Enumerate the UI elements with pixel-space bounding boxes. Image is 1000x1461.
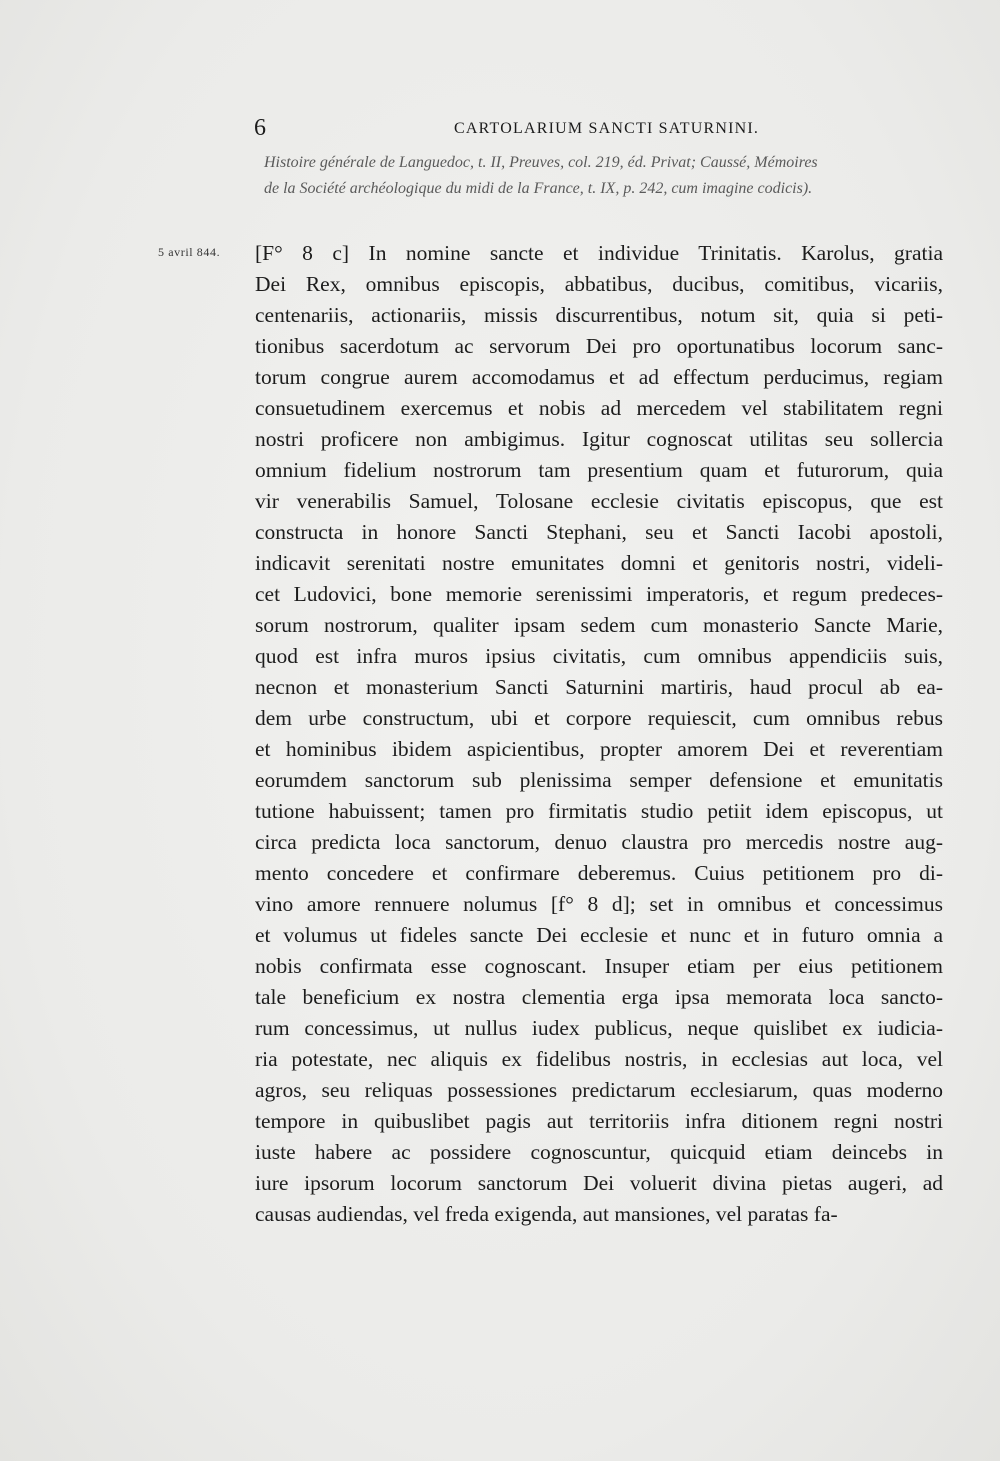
text-line: vino amore rennuere nolumus [f° 8 d]; set in omnibus et concessimus (255, 892, 943, 916)
text-line: tutione habuissent; tamen pro firmitatis studio petiit idem episcopus, ut (255, 799, 943, 823)
text-line: tempore in quibuslibet pagis aut territoriis infra ditionem regni nostri (255, 1109, 943, 1133)
text-line: dem urbe constructum, ubi et corpore requiescit, cum omnibus rebus (255, 706, 943, 730)
text-line: iure ipsorum locorum sanctorum Dei voluerit divina pietas augeri, ad (255, 1171, 943, 1195)
text-line: necnon et monasterium Sancti Saturnini martiris, haud procul ab ea- (255, 675, 943, 699)
text-line: nostri proficere non ambigimus. Igitur cognoscat utilitas seu sollercia (255, 427, 943, 451)
text-line: quod est infra muros ipsius civitatis, cum omnibus appendiciis suis, (255, 644, 943, 668)
text-line: sorum nostrorum, qualiter ipsam sedem cum monasterio Sancte Marie, (255, 613, 943, 637)
text-line: indicavit serenitati nostre emunitates domni et genitoris nostri, videli- (255, 551, 943, 575)
bibliographic-note (264, 150, 954, 202)
text-line: nobis confirmata esse cognoscant. Insuper etiam per eius petitionem (255, 954, 943, 978)
running-title: CARTOLARIUM SANCTI SATURNINI. (454, 120, 760, 137)
text-line: constructa in honore Sancti Stephani, seu et Sancti Iacobi apostoli, (255, 520, 943, 544)
text-line: agros, seu reliquas possessiones predictarum ecclesiarum, quas moderno (255, 1078, 943, 1102)
text-line: tale beneficium ex nostra clementia erga ipsa memorata loca sancto- (255, 985, 943, 1009)
text-line: vir venerabilis Samuel, Tolosane ecclesie civitatis episcopus, que est (255, 489, 943, 513)
text-line: cet Ludovici, bone memorie serenissimi imperatoris, et regum predeces- (255, 582, 943, 606)
text-line: causas audiendas, vel freda exigenda, aut mansiones, vel paratas fa- (255, 1202, 838, 1226)
text-line: consuetudinem exercemus et nobis ad mercedem vel stabilitatem regni (255, 396, 943, 420)
text-line: torum congrue aurem accomodamus et ad effectum perducimus, regiam (255, 365, 943, 389)
text-line: centenariis, actionariis, missis discurrentibus, notum sit, quia si peti- (255, 303, 943, 327)
text-line: mento concedere et confirmare deberemus. Cuius petitionem pro di- (255, 861, 943, 885)
text-line: et hominibus ibidem aspicientibus, propter amorem Dei et reverentiam (255, 737, 943, 761)
text-line: tionibus sacerdotum ac servorum Dei pro oportunatibus locorum sanc- (255, 334, 943, 358)
text-line: Dei Rex, omnibus episcopis, abbatibus, ducibus, comitibus, vicariis, (255, 272, 943, 296)
charter-text (255, 238, 943, 1230)
text-line: et volumus ut fideles sancte Dei ecclesie et nunc et in futuro omnia a (255, 923, 943, 947)
bibliographic-note-line: Histoire générale de Languedoc, t. II, Preuves, col. 219, éd. Privat; Caussé, Mémoires (264, 154, 818, 171)
page-header (254, 114, 944, 142)
page-number: 6 (254, 115, 266, 141)
text-line: [F° 8 c] In nomine sancte et individue Trinitatis. Karolus, gratia (255, 241, 943, 265)
bibliographic-note-line: de la Société archéologique du midi de la France, t. IX, p. 242, cum imagine codicis). (264, 180, 813, 197)
text-line: iuste habere ac possidere cognoscuntur, quicquid etiam deincebs in (255, 1140, 943, 1164)
text-line: rum concessimus, ut nullus iudex publicus, neque quislibet ex iudicia- (255, 1016, 943, 1040)
text-line: omnium fidelium nostrorum tam presentium quam et futurorum, quia (255, 458, 943, 482)
margin-date: 5 avril 844. (158, 245, 221, 259)
text-line: circa predicta loca sanctorum, denuo claustra pro mercedis nostre aug- (255, 830, 943, 854)
text-line: eorumdem sanctorum sub plenissima semper defensione et emunitatis (255, 768, 943, 792)
text-line: ria potestate, nec aliquis ex fidelibus nostris, in ecclesias aut loca, vel (255, 1047, 943, 1071)
